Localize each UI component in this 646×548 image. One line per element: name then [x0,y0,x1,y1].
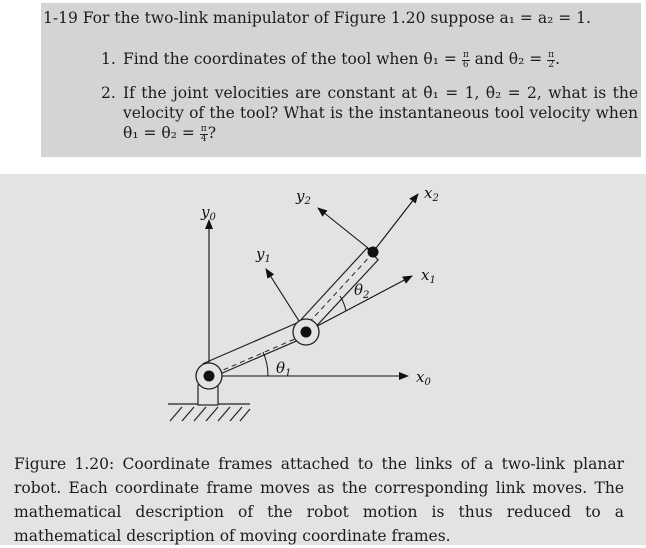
ground-hatch [168,404,250,421]
problem-number: 1-19 [43,9,78,27]
problem-item-1 [101,49,641,69]
axis-x2 [373,194,418,252]
manipulator-diagram [0,174,646,454]
item-number: 1. [101,50,116,68]
problem-intro: For the two-link manipulator of Figure 1.20 suppose a₁ = a₂ = 1. [82,9,591,27]
label-theta2: $\theta_2$ [354,281,370,301]
problem-statement [43,9,591,27]
axis-y2 [318,208,373,252]
label-x2: $x_2$ [424,184,439,204]
figure-caption: Figure 1.20: Coordinate frames attached to the links of a two-link planar robot. Each coordinate frame moves as the corresponding link moves. The mathematical description of the robot motion is thus reduced to a mathematical description of moving coordinate frames. [14,455,624,545]
tool-point [368,247,379,258]
figure-panel [0,174,646,545]
problem-box [41,3,641,157]
joint-elbow [293,319,319,345]
label-x0: $x_0$ [416,368,431,388]
label-y2: $y_2$ [296,187,311,207]
label-y0: $y_0$ [201,203,216,223]
joint-base [196,363,222,389]
problem-item-2 [101,83,641,149]
item-number: 2. [101,84,116,102]
fraction: $\frac{\pi}{4}$ [200,123,207,144]
item-text: If the joint velocities are constant at θ̇₁ = 1, θ̇₂ = 2, what is the velocity of the tool? What is the instantaneous tool velocity when θ₁ = θ₂ = $\frac{\pi}{4}$ ? [123,84,638,144]
item-text: Find the coordinates of the tool when θ₁ = $\frac{\pi}{6}$ and θ₂ = $\frac{\pi}{2}$ . [123,49,561,70]
label-x1: $x_1$ [421,266,436,286]
label-y1: $y_1$ [256,245,271,265]
label-theta1: $\theta_1$ [276,359,292,379]
fraction: $\frac{\pi}{2}$ [548,49,555,70]
fraction: $\frac{\pi}{6}$ [462,49,469,70]
